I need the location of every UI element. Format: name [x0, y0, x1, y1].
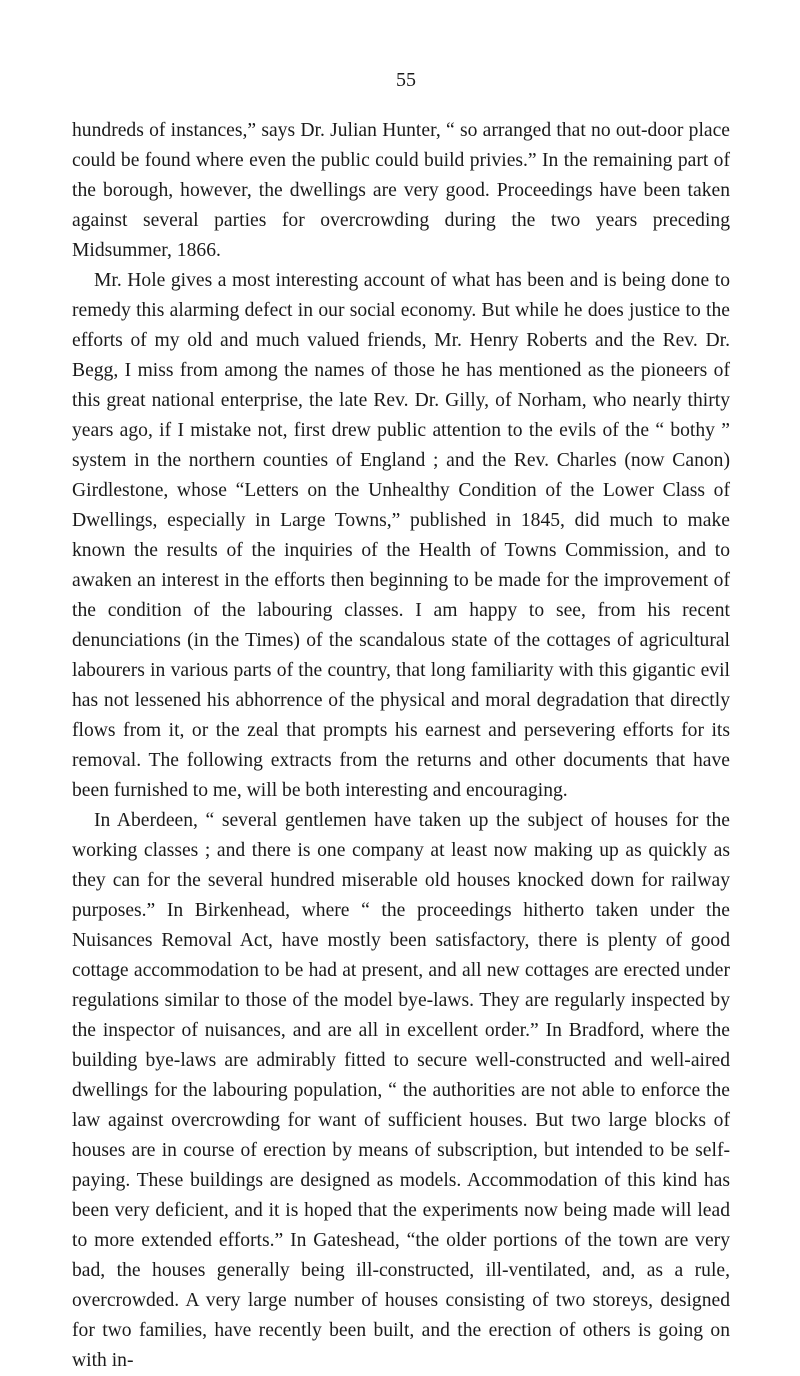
paragraph-1: hundreds of instances,” says Dr. Julian Hunter, “ so arranged that no out-door place could be found where even the public could build privies.” In the remaining part of the borough, however, the dwellings are very good. Proceedings have been taken against several parties for overcrowding during the two years preceding Midsummer, 1866.: [72, 120, 730, 261]
paragraph-3: In Aberdeen, “ several gentlemen have taken up the subject of houses for the working classes ; and there is one company at least now making up as quickly as they can for the several hundred miserable old houses knocked down for railway purposes.” In Birkenhead, where “ the proceedings hitherto taken under the Nuisances Removal Act, have mostly been satisfactory, there is plenty of good cottage accommodation to be had at present, and all new cottages are erected under regulations similar to those of the model bye-laws. They are regularly inspected by the inspector of nuisances, and are all in excellent order.” In Bradford, where the building bye-laws are admirably fitted to secure well-constructed and well-aired dwellings for the labouring population, “ the authorities are not able to enforce the law against overcrowding for want of sufficient houses. But two large blocks of houses are in course of erection by means of subscription, but intended to be self-paying. These buildings are designed as models. Accommodation of this kind has been very deficient, and it is hoped that the experiments now being made will lead to more extended efforts.” In Gateshead, “the older portions of the town are very bad, the houses generally being ill-constructed, ill-ventilated, and, as a rule, overcrowded. A very large number of houses consisting of two storeys, designed for two families, have recently been built, and the erection of others is going on with in-: [72, 810, 730, 1371]
page-number: 55: [396, 69, 416, 91]
body-text: [72, 116, 730, 1376]
paragraph-2: Mr. Hole gives a most interesting account of what has been and is being done to remedy this alarming defect in our social economy. But while he does justice to the efforts of my old and much valued friends, Mr. Henry Roberts and the Rev. Dr. Begg, I miss from among the names of those he has mentioned as the pioneers of this great national enterprise, the late Rev. Dr. Gilly, of Norham, who nearly thirty years ago, if I mistake not, first drew public attention to the evils of the “ bothy ” system in the northern counties of England ; and the Rev. Charles (now Canon) Girdlestone, whose “Letters on the Unhealthy Condition of the Lower Class of Dwellings, especially in Large Towns,” published in 1845, did much to make known the results of the inquiries of the Health of Towns Commission, and to awaken an interest in the efforts then beginning to be made for the improvement of the condition of the labouring classes. I am happy to see, from his recent denunciations (in the Times) of the scandalous state of the cottages of agricultural labourers in various parts of the country, that long familiarity with this gigantic evil has not lessened his abhorrence of the physical and moral degradation that directly flows from it, or the zeal that prompts his earnest and persevering efforts for its removal. The following extracts from the returns and other documents that have been furnished to me, will be both interesting and encouraging.: [72, 270, 730, 801]
